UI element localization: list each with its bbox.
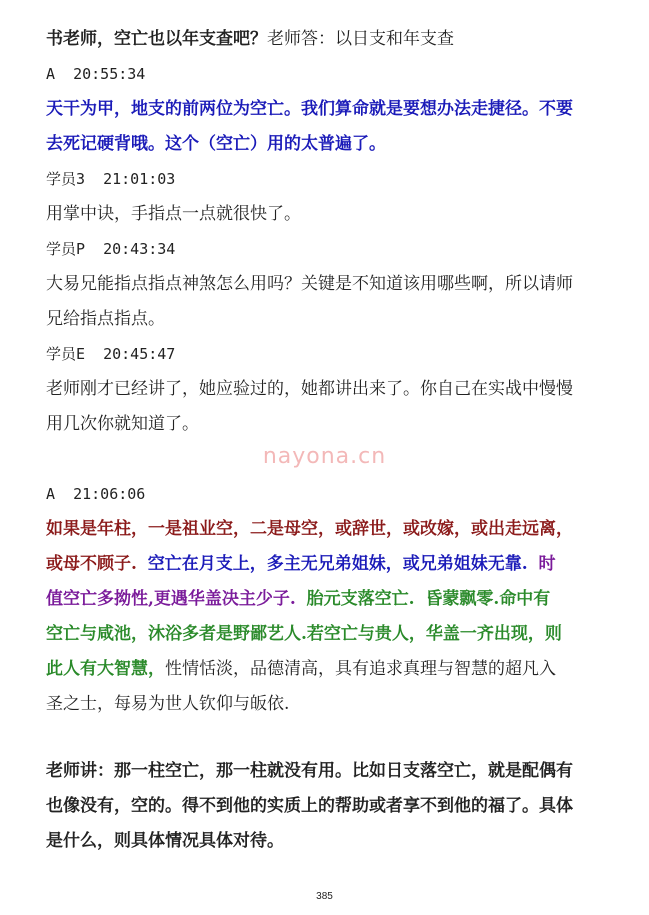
text-segment: 时 [538,554,556,574]
speaker-name: 学员E [46,345,86,363]
speaker-name: A [46,65,56,83]
message-text: 用几次你就知道了。 [46,414,199,434]
message-header [46,477,609,512]
teacher-comment [46,754,609,789]
question-answer-hint: 老师答：以日支和年支查 [267,29,454,49]
message-header [46,232,609,267]
page-number: 385 [316,891,333,902]
timestamp: 20:43:34 [103,240,176,258]
timestamp: 21:01:03 [103,170,176,188]
message-text: 老师刚才已经讲了，她应验过的，她都讲出来了。你自己在实战中慢慢 [46,379,573,399]
speaker-name: 学员3 [46,170,86,188]
spacer [46,722,609,754]
question-lead: 书老师，空亡也以年支查吧？ [46,29,267,49]
teacher-comment: 是什么，则具体情况具体对待。 [46,831,284,851]
text-segment: 值空亡多拗性,更遇华盖决主少子. [46,589,296,609]
message-header [46,337,609,372]
message-text: 圣之士，每易为世人钦仰与皈依. [46,694,290,714]
text-segment: 胎元支落空亡. [306,589,415,609]
message-text: 用掌中诀，手指点一点就很快了。 [46,204,301,224]
text-segment: 昏蒙飘零. [425,589,500,609]
watermark: nayona.cn [262,444,387,469]
message-text: 去死记硬背哦。这个（空亡）用的太普遍了。 [46,134,386,154]
text-segment: 空亡在月支上，多主无兄弟姐妹，或兄弟姐妹无靠. [147,554,528,574]
text-segment: 或母不顾子. [46,554,137,574]
timestamp: 21:06:06 [73,485,146,503]
question-line [46,22,609,57]
message-text [46,652,609,687]
message-text: 天干为甲，地支的前两位为空亡。我们算命就是要想办法走捷径。不要 [46,99,573,119]
text-segment: 命中有 [499,589,551,609]
timestamp: 20:55:34 [73,65,146,83]
message-header [46,162,609,197]
speaker-name: A [46,485,56,503]
text-segment: 性情恬淡，品德清高，具有追求真理与智慧的超凡入 [165,659,556,679]
teacher-comment: 也像没有，空的。得不到他的实质上的帮助或者享不到他的福了。具体 [46,796,573,816]
message-text [46,582,609,617]
text-segment: 此人有大智慧， [46,659,165,679]
message-text: 如果是年柱，一是祖业空，二是母空，或辞世，或改嫁，或出走远离， [46,519,573,539]
message-header [46,57,609,92]
message-text: 大易兄能指点指点神煞怎么用吗？关键是不知道该用哪些啊，所以请师 [46,274,573,294]
timestamp: 20:45:47 [103,345,176,363]
message-text: 兄给指点指点。 [46,309,165,329]
text-segment: 老师讲：那一柱空亡，那一柱就没有用。比如日支落空亡，就是配偶有 [46,761,573,781]
message-text [46,547,609,582]
message-text: 空亡与咸池，沐浴多者是野鄙艺人.若空亡与贵人，华盖一齐出现，则 [46,624,562,644]
speaker-name: 学员P [46,240,86,258]
